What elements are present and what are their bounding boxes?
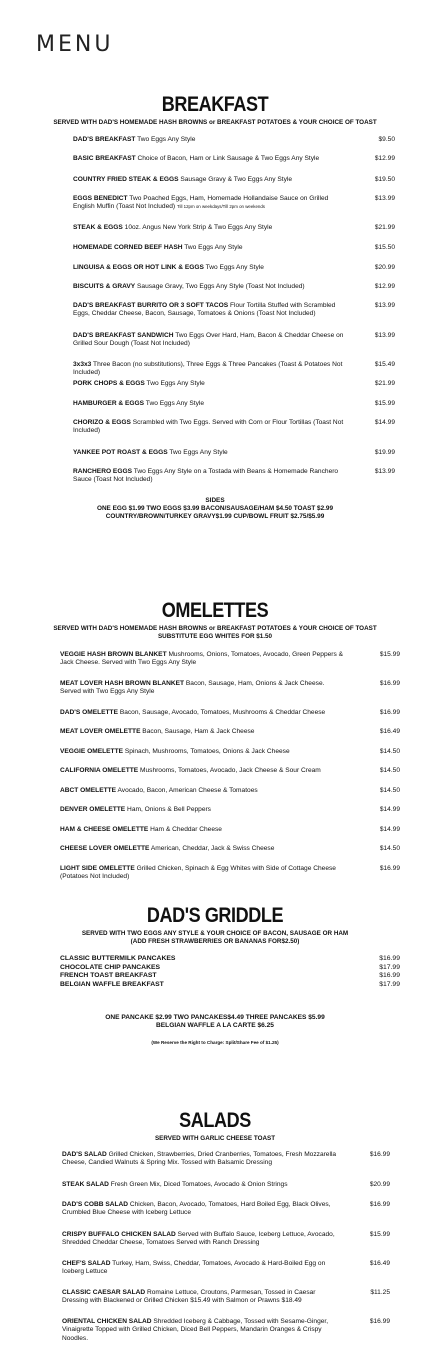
list-item: BELGIAN WAFFLE BREAKFAST $17.99 bbox=[60, 980, 400, 988]
list-item: DENVER OMELETTE Ham, Onions & Bell Peppers $14.99 bbox=[60, 806, 400, 813]
list-item: MEAT LOVER OMELETTE Bacon, Sausage, Ham & Jack Cheese $16.49 bbox=[60, 728, 400, 735]
list-item: LIGHT SIDE OMELETTE Grilled Chicken, Spinach & Egg Whites with Side of Cottage Cheese (Potatoes Not Included) $16.99 bbox=[60, 865, 400, 881]
list-item: HAM & CHEESE OMELETTE Ham & Cheddar Cheese $14.99 bbox=[60, 826, 400, 833]
omelettes-section bbox=[0, 600, 430, 640]
list-item: CALIFORNIA OMELETTE Mushrooms, Tomatoes, Avocado, Jack Cheese & Sour Cream $14.50 bbox=[60, 767, 400, 774]
breakfast-section bbox=[0, 94, 430, 127]
omelettes-title: OMELETTES bbox=[161, 599, 269, 622]
griddle-subtitle-2: (ADD FRESH STRAWBERRIES OR BANANAS FOR$2.50) bbox=[130, 937, 300, 945]
salads-section bbox=[0, 1110, 430, 1143]
list-item: COUNTRY FRIED STEAK & EGGS Sausage Gravy & Two Eggs Any Style $19.50 bbox=[73, 176, 395, 183]
list-item: HAMBURGER & EGGS Two Eggs Any Style $15.99 bbox=[73, 400, 395, 407]
griddle-title: DAD'S GRIDDLE bbox=[146, 904, 284, 927]
page-title: MENU bbox=[36, 32, 114, 57]
list-item: FRENCH TOAST BREAKFAST $16.99 bbox=[60, 972, 400, 980]
griddle-items bbox=[60, 955, 400, 989]
list-item: PORK CHOPS & EGGS Two Eggs Any Style $21.99 bbox=[73, 380, 395, 387]
list-item: CHEESE LOVER OMELETTE American, Cheddar, Jack & Swiss Cheese $14.50 bbox=[60, 845, 400, 852]
list-item: VEGGIE HASH BROWN BLANKET Mushrooms, Onions, Tomatoes, Avocado, Green Peppers & Jack Cheese. Served with Two Eggs Any Style $15.99 bbox=[60, 651, 400, 667]
griddle-subtitle: SERVED WITH TWO EGGS ANY STYLE & YOUR CHOICE OF BACON, SAUSAGE OR HAM bbox=[81, 930, 349, 937]
list-item: DAD'S BREAKFAST SANDWICH Two Eggs Over Hard, Ham, Bacon & Cheddar Cheese on Grilled Sour Dough (Toast Not Included) $13.99 bbox=[73, 332, 395, 348]
list-item: LINGUISA & EGGS OR HOT LINK & EGGS Two Eggs Any Style $20.99 bbox=[73, 264, 395, 271]
list-item: CHORIZO & EGGS Scrambled with Two Eggs. Served with Corn or Flour Tortillas (Toast Not Included) $14.99 bbox=[73, 419, 395, 435]
salads-title: SALADS bbox=[179, 1109, 251, 1132]
split-fee-note: (We Reserve the Right to Charge: Split/Share Fee of $1.25) bbox=[151, 1040, 279, 1045]
list-item: EGGS BENEDICT Two Poached Eggs, Ham, Homemade Hollandaise Sauce on Grilled English Muffin (Toast Not Included) Till 12pm on weekdays/Till 2pm on weekends $13.99 bbox=[73, 195, 395, 211]
omelettes-subtitle: SERVED WITH DAD'S HOMEMADE HASH BROWNS or BREAKFAST POTATOES & YOUR CHOICE OF TOAST bbox=[53, 625, 377, 632]
sides-line: ONE EGG $1.99 TWO EGGS $3.99 BACON/SAUSAGE/HAM $4.50 TOAST $2.99 bbox=[96, 505, 334, 513]
list-item: CRISPY BUFFALO CHICKEN SALAD Served with Buffalo Sauce, Iceberg Lettuce, Avocado, Shredded Cheddar Cheese, Tomatoes Served with Ranch Dressing $15.99 bbox=[62, 1231, 390, 1247]
list-item: 3x3x3 Three Bacon (no substitutions), Three Eggs & Three Pancakes (Toast & Potatoes Not Included) $15.49 bbox=[73, 361, 395, 377]
list-item: DAD'S COBB SALAD Chicken, Bacon, Avocado, Tomatoes, Hard Boiled Egg, Black Olives, Crumbled Blue Cheese with Iceberg Lettuce $16.99 bbox=[62, 1201, 390, 1217]
list-item: CHEF'S SALAD Turkey, Ham, Swiss, Cheddar, Tomatoes, Avocado & Hard-Boiled Egg on Iceberg Lettuce $16.49 bbox=[62, 1260, 390, 1276]
griddle-extras-line: ONE PANCAKE $2.99 TWO PANCAKES$4.49 THREE PANCAKES $5.99 bbox=[105, 1014, 325, 1021]
list-item: DAD'S SALAD Grilled Chicken, Strawberries, Dried Cranberries, Tomatoes, Fresh Mozzarella Cheese, Candied Walnuts & Spring Mix. Tossed with Balsamic Dressing $16.99 bbox=[62, 1151, 390, 1167]
list-item: DAD'S BREAKFAST Two Eggs Any Style $9.50 bbox=[73, 136, 395, 143]
griddle-extras bbox=[0, 1014, 430, 1031]
list-item: BASIC BREAKFAST Choice of Bacon, Ham or Link Sausage & Two Eggs Any Style $12.99 bbox=[73, 155, 395, 162]
sides-title: SIDES bbox=[205, 497, 225, 504]
list-item: BISCUITS & GRAVY Sausage Gravy, Two Eggs Any Style (Toast Not Included) $12.99 bbox=[73, 283, 395, 290]
list-item: ORIENTAL CHICKEN SALAD Shredded Iceberg & Cabbage, Tossed with Sesame-Ginger, Vinaigrette Topped with Grilled Chicken, Diced Bell Peppers, Mandarin Oranges & Crispy Noodles. $16.99 bbox=[62, 1318, 390, 1342]
list-item: MEAT LOVER HASH BROWN BLANKET Bacon, Sausage, Ham, Onions & Jack Cheese. Served with Two Eggs Any Style $16.99 bbox=[60, 680, 400, 696]
list-item: DAD'S BREAKFAST BURRITO OR 3 SOFT TACOS Flour Tortilla Stuffed with Scrambled Eggs, Cheddar Cheese, Bacon, Sausage, Tomatoes & Onions (Toast Not Included) $13.99 bbox=[73, 302, 395, 318]
list-item: VEGGIE OMELETTE Spinach, Mushrooms, Tomatoes, Onions & Jack Cheese $14.50 bbox=[60, 748, 400, 755]
breakfast-sides bbox=[0, 497, 430, 522]
list-item: RANCHERO EGGS Two Eggs Any Style on a Tostada with Beans & Homemade Ranchero Sauce (Toast Not Included) $13.99 bbox=[73, 468, 395, 484]
omelettes-subtitle-2: SUBSTITUTE EGG WHITES FOR $1.50 bbox=[157, 632, 273, 640]
list-item: STEAK SALAD Fresh Green Mix, Diced Tomatoes, Avocado & Onion Strings $20.99 bbox=[62, 1181, 390, 1188]
salads-subtitle: SERVED WITH GARLIC CHEESE TOAST bbox=[154, 1135, 276, 1142]
list-item: HOMEMADE CORNED BEEF HASH Two Eggs Any Style $15.50 bbox=[73, 244, 395, 251]
list-item: CLASSIC CAESAR SALAD Romaine Lettuce, Croutons, Parmesan, Tossed in Caesar Dressing with Blackened or Grilled Chicken $15.49 with Salmon or Prawns $18.49 $11.25 bbox=[62, 1289, 390, 1305]
list-item: ABCT OMELETTE Avocado, Bacon, American Cheese & Tomatoes $14.50 bbox=[60, 787, 400, 794]
griddle-extras-line: BELGIAN WAFFLE A LA CARTE $6.25 bbox=[156, 1022, 274, 1030]
griddle-section bbox=[0, 905, 430, 945]
breakfast-title: BREAKFAST bbox=[161, 93, 269, 116]
breakfast-subtitle: SERVED WITH DAD'S HOMEMADE HASH BROWNS or BREAKFAST POTATOES & YOUR CHOICE OF TOAST bbox=[53, 119, 377, 126]
list-item: STEAK & EGGS 10oz. Angus New York Strip & Two Eggs Any Style $21.99 bbox=[73, 224, 395, 231]
list-item: CHOCOLATE CHIP PANCAKES $17.99 bbox=[60, 963, 400, 971]
sides-line: COUNTRY/BROWN/TURKEY GRAVY$1.99 CUP/BOWL FRUIT $2.75/$5.99 bbox=[105, 513, 325, 521]
list-item: CLASSIC BUTTERMILK PANCAKES $16.99 bbox=[60, 955, 400, 962]
list-item: YANKEE POT ROAST & EGGS Two Eggs Any Style $19.99 bbox=[73, 449, 395, 456]
list-item: DAD'S OMELETTE Bacon, Sausage, Avocado, Tomatoes, Mushrooms & Cheddar Cheese $16.99 bbox=[60, 709, 400, 716]
